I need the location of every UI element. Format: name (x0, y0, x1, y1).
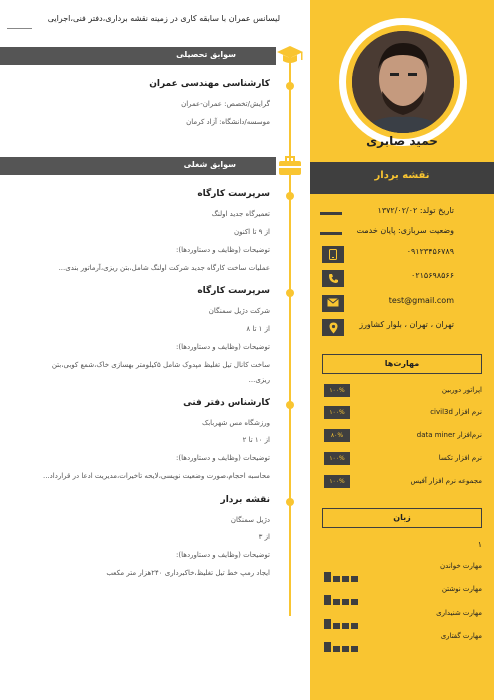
mobile-row (310, 243, 494, 265)
timeline-dot (286, 401, 294, 409)
work-line: ایجاد رمپ خط تیل تغلیظ،خاکبرداری ۲۴۰هزار متر مکعب (106, 569, 270, 577)
skill-label: اپراتور دوربین (441, 386, 482, 394)
profile-photo (352, 31, 454, 133)
language-skill-row (324, 583, 482, 597)
education-line: گرایش/تخصص: عمران-عمران (181, 100, 270, 108)
email-row (310, 292, 494, 314)
work-line: توضیحات (وظایف و دستاوردها): (176, 246, 270, 254)
work-header-label: سوابق شغلی (183, 160, 236, 169)
language-title: زبان (322, 508, 482, 528)
timeline-dot (286, 289, 294, 297)
skill-percent: ۸۰% (324, 429, 350, 442)
skill-row (324, 406, 482, 420)
language-skill-label: مهارت خواندن (440, 562, 482, 570)
work-line: از ۳ (258, 533, 270, 541)
language-skill-label: مهارت گفتاری (440, 632, 482, 640)
language-skill-row (324, 607, 482, 621)
phone-row (310, 267, 494, 289)
work-header (0, 157, 276, 175)
address-text: تهران ، تهران ، بلوار کشاورز (359, 320, 454, 329)
work-line: شرکت دژیل سمنگان (208, 307, 270, 315)
work-title: سرپرست کارگاه (197, 189, 270, 199)
work-line: دژیل سمنگان (230, 516, 270, 524)
level-dots (324, 633, 360, 641)
work-line: توضیحات (وظایف و دستاوردها): (176, 343, 270, 351)
dash-icon (320, 232, 342, 235)
birth-text: تاریخ تولد: ۱۳۷۲/۰۲/۰۲ (377, 206, 454, 215)
address-row (310, 316, 494, 338)
language-skill-row (324, 560, 482, 574)
dash-icon (320, 212, 342, 215)
language-skill-row (324, 630, 482, 644)
skill-row (324, 452, 482, 466)
graduation-cap-icon (275, 43, 305, 69)
skill-row (324, 475, 482, 489)
level-dots (324, 610, 360, 618)
email-text: test@gmail.com (388, 296, 454, 305)
intro-divider (7, 28, 32, 29)
phone-icon (322, 270, 344, 287)
work-line: ریزی... (248, 376, 270, 384)
mail-icon (322, 295, 344, 312)
briefcase-icon (275, 153, 305, 179)
military-text: وضعیت سربازی: پایان خدمت (356, 226, 454, 235)
timeline-dot (286, 498, 294, 506)
timeline-line (289, 56, 291, 616)
avatar (339, 18, 467, 146)
intro-text: لیسانس عمران با سابقه کاری در زمینه نقشه برداری،دفتر فنی،اجرایی (47, 14, 280, 23)
language-skill-label: مهارت نوشتن (441, 585, 482, 593)
work-line: توضیحات (وظایف و دستاوردها): (176, 551, 270, 559)
sidebar (310, 0, 494, 700)
skill-label: نرم‌افزار data miner (416, 431, 482, 439)
skill-label: نرم افزار تکسا (438, 454, 482, 462)
skill-row (324, 429, 482, 443)
birth-row (310, 202, 494, 224)
work-line: عملیات ساخت کارگاه جدید شرکت اولنگ شامل،بتن ریزی،آرماتور بندی... (58, 264, 270, 272)
work-line: ورزشگاه مس شهربابک (201, 419, 270, 427)
skill-percent: ۱۰۰% (324, 406, 350, 419)
phone-text: ۰۲۱۵۶۹۸۵۶۶ (411, 271, 454, 280)
language-skill-label: مهارت شنیداری (436, 609, 482, 617)
work-line: ساخت کانال تیل تغلیظ مپدوک شامل ۵کیلومتر بهسازی خاک،شمع کوبی،بتن (51, 361, 270, 369)
job-title-bar (310, 162, 494, 194)
mobile-icon (322, 246, 344, 263)
work-line: از ۹ تا اکنون (233, 228, 270, 236)
timeline-dot (286, 82, 294, 90)
skill-percent: ۱۰۰% (324, 475, 350, 488)
skills-title: مهارت‌ها (322, 354, 482, 374)
skill-label: نرم افزار civil3d (430, 408, 482, 416)
work-line: از ۱ تا ۸ (246, 325, 270, 333)
work-line: تعمیرگاه جدید اولنگ (211, 210, 270, 218)
mobile-text: ۰۹۱۲۳۴۵۶۷۸۹ (406, 247, 454, 256)
education-title: کارشناسی مهندسی عمران (149, 79, 270, 89)
timeline-dot (286, 192, 294, 200)
work-line: محاسبه احجام،صورت وضعیت نویسی،لایحه تاخیرات،مدیریت ادعا در قرارداد... (43, 472, 270, 480)
work-line: از ۱۰ تا ۲ (242, 436, 270, 444)
skill-label: مجموعه نرم افزار آفیس (410, 477, 482, 485)
skill-row (324, 384, 482, 398)
work-title: نقشه بردار (220, 495, 270, 505)
language-name: ۱ (477, 540, 482, 549)
work-title: سرپرست کارگاه (197, 286, 270, 296)
military-row (310, 222, 494, 244)
work-line: توضیحات (وظایف و دستاوردها): (176, 454, 270, 462)
skill-percent: ۱۰۰% (324, 452, 350, 465)
level-dots (324, 586, 360, 594)
job-title: نقشه بردار (374, 170, 430, 181)
skill-percent: ۱۰۰% (324, 384, 350, 397)
education-line: موسسه/دانشگاه: آزاد کرمان (186, 118, 270, 126)
education-header (0, 47, 276, 65)
work-title: کارشناس دفتر فنی (183, 398, 270, 408)
profile-name: حمید صابری (366, 134, 438, 148)
level-dots (324, 563, 360, 571)
education-header-label: سوابق تحصیلی (176, 50, 236, 59)
location-icon (322, 319, 344, 336)
